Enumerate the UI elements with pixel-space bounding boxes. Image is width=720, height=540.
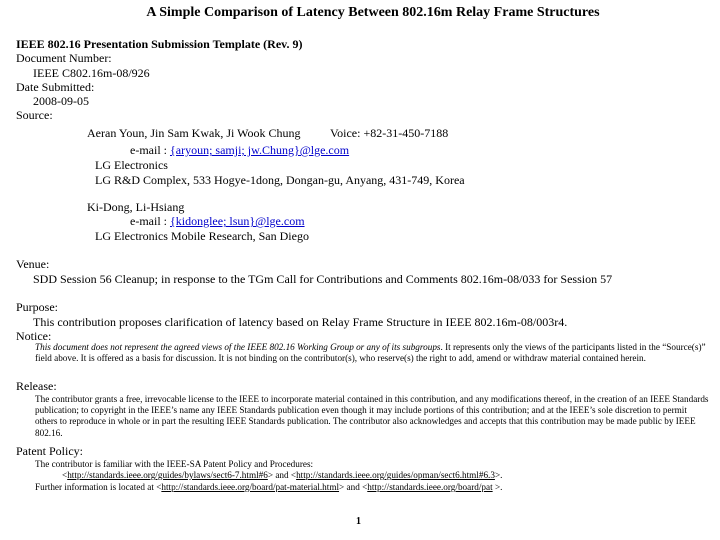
- purpose-text: This contribution proposes clarification of latency based on Relay Frame Structure in IEEE 802.16m-08/003r4.: [33, 315, 568, 329]
- release-text: The contributor grants a free, irrevocable license to the IEEE to incorporate material contained in this contribution, and any modifications thereof, in the creation of an IEEE Standards publication; to copyright in the IEEE’s name any IEEE Standards publication even though it may include portions of this contribution; and at the IEEE’s sole discretion to permit others to reproduce in whole or in part the resulting IEEE Standards publication. The contributor also acknowledges and accepts that this contribution may be made public by IEEE 802.16.: [35, 394, 709, 438]
- patent-end-1: >.: [494, 470, 503, 480]
- notice-label: Notice:: [16, 329, 52, 343]
- page-title: A Simple Comparison of Latency Between 802.16m Relay Frame Structures: [146, 5, 600, 20]
- patent-link-pat[interactable]: http://standards.ieee.org/board/pat: [367, 482, 493, 492]
- release-label: Release:: [16, 379, 57, 393]
- source-email-1: [130, 143, 349, 157]
- patent-link-material[interactable]: http://standards.ieee.org/board/pat-material.html: [161, 482, 340, 492]
- patent-mid-2: > and <: [339, 482, 368, 492]
- purpose-label: Purpose:: [16, 300, 58, 314]
- source-voice: Voice: +82-31-450-7188: [330, 126, 449, 140]
- patent-mid-1: > and <: [267, 470, 297, 480]
- venue-label: Venue:: [16, 257, 50, 271]
- email-prefix-1: e-mail :: [130, 143, 170, 157]
- email-link-2[interactable]: {kidonglee; lsun}@lge.com: [169, 214, 305, 228]
- source-authors-1: Aeran Youn, Jin Sam Kwak, Ji Wook Chung: [87, 126, 301, 140]
- notice-body: . It represents only the views of the participants listed in the “Source(s)” field above. It is offered as a basis for discussion. It is not binding on the contributor(s), who reserve(s) the right to add, amend or withdraw material contained herein.: [35, 342, 706, 364]
- patent-end-2: >.: [492, 482, 503, 492]
- patent-line-2: [62, 470, 502, 481]
- notice-italic: This document does not represent the agreed views of the IEEE 802.16 Working Group or any of its subgroups: [35, 342, 441, 352]
- source-authors-2: Ki-Dong, Li-Hsiang: [87, 200, 185, 214]
- date-label: Date Submitted:: [16, 80, 95, 94]
- patent-link-opman[interactable]: http://standards.ieee.org/guides/opman/sect6.html#6.3: [296, 470, 495, 480]
- source-address-1: LG R&D Complex, 533 Hogye-1dong, Dongan-gu, Anyang, 431-749, Korea: [95, 173, 465, 187]
- email-prefix-2: e-mail :: [130, 214, 170, 228]
- source-org-2: LG Electronics Mobile Research, San Diego: [95, 229, 309, 243]
- patent-line-3: [35, 482, 502, 493]
- patent-lt: <: [62, 470, 68, 480]
- email-link-1[interactable]: {aryoun; samji; jw.Chung}@lge.com: [169, 143, 350, 157]
- source-org-1: LG Electronics: [95, 158, 168, 172]
- date-value: 2008-09-05: [33, 94, 89, 108]
- doc-number-value: IEEE C802.16m-08/926: [33, 66, 150, 80]
- notice-text: [35, 342, 707, 364]
- patent-label: Patent Policy:: [16, 444, 83, 458]
- patent-link-bylaws[interactable]: http://standards.ieee.org/guides/bylaws/sect6-7.html#6: [67, 470, 268, 480]
- source-email-2: [130, 214, 305, 228]
- page-number: 1: [356, 516, 361, 527]
- patent-line-1: The contributor is familiar with the IEEE-SA Patent Policy and Procedures:: [35, 459, 314, 469]
- source-label: Source:: [16, 108, 53, 122]
- doc-number-label: Document Number:: [16, 51, 112, 65]
- venue-text: SDD Session 56 Cleanup; in response to the TGm Call for Contributions and Comments 802.16m-08/033 for Session 57: [33, 272, 613, 286]
- template-title: IEEE 802.16 Presentation Submission Template (Rev. 9): [16, 37, 303, 51]
- patent-further: Further information is located at <: [35, 482, 162, 492]
